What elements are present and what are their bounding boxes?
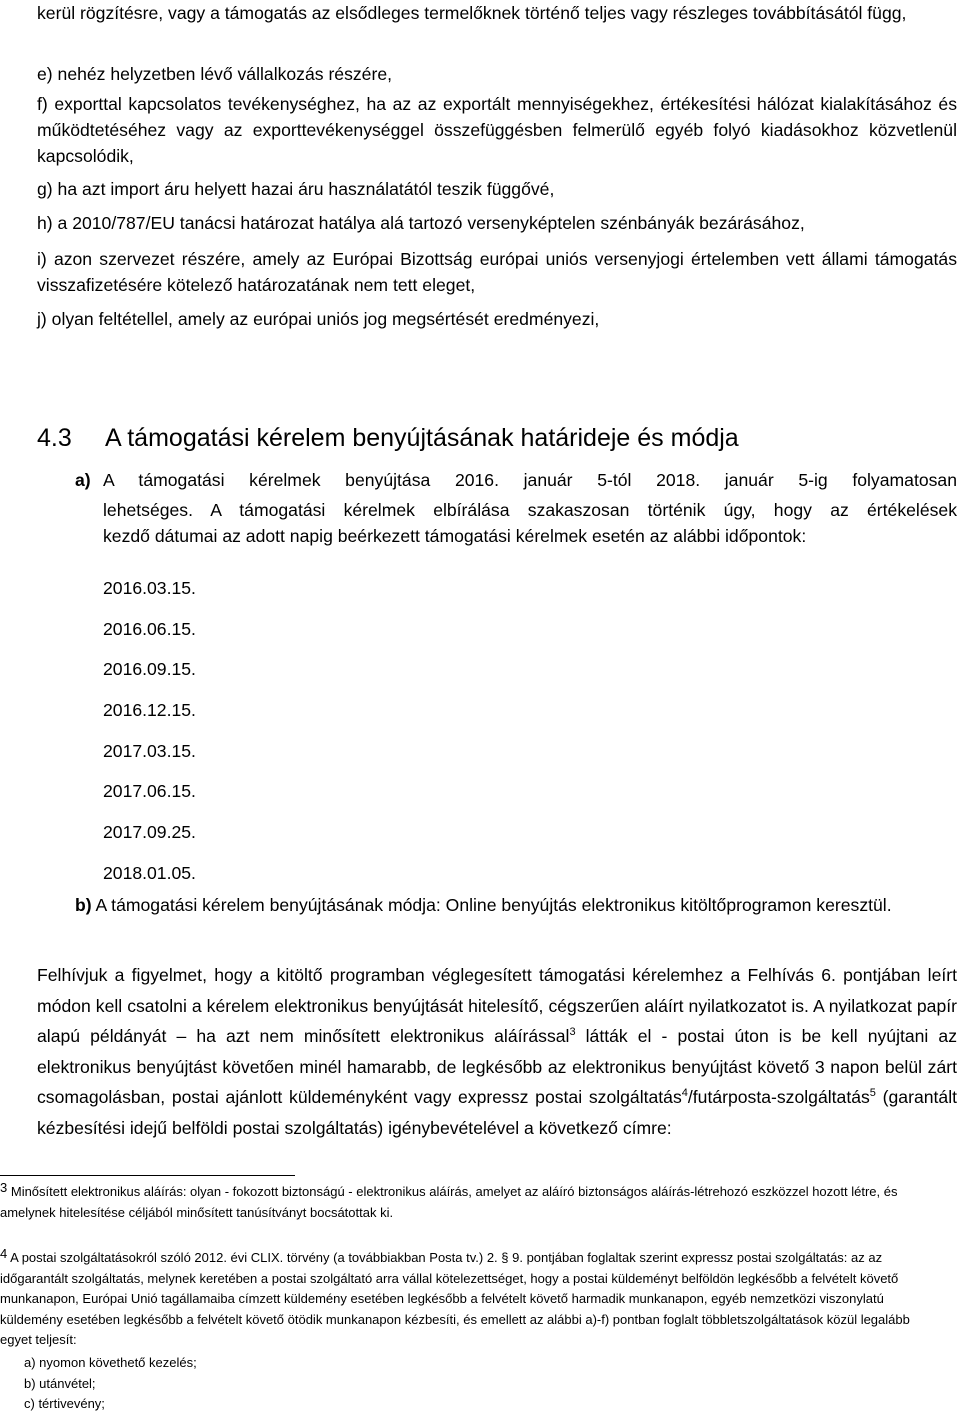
date-item: 2017.09.25. [103,822,196,843]
date-item: 2016.09.15. [103,659,196,680]
date-item: 2018.01.05. [103,862,196,883]
list-item-i: i) azon szervezet részére, amely az Európai Bizottság európai uniós versenyjogi értelemben vett állami támogatás visszafizetésére kötelező határozatának nem tett eleget, [37,249,957,295]
date-item: 2016.12.15. [103,700,196,721]
footnote-number: 4 [0,1246,8,1261]
part-a-line1 [75,467,957,493]
list-item-g: g) ha azt import áru helyett hazai áru használatától teszik függővé, [37,179,555,199]
section-heading [37,421,739,455]
footnote-4 [0,1248,935,1351]
section-number: 4.3 [37,424,72,452]
paragraph-part2: látták el - postai úton is be kell nyújtani az elektronikus benyújtást követően minél hamarabb, de legkésőbb az elektronikus benyújtást követő 3 napon belül zárt csomagolásban, postai ajánlott küldeményként vagy expressz postai szolgáltatás [37,1026,957,1107]
footnote-list-item: b) utánvétel; [24,1375,96,1391]
footnote-divider [0,1175,295,1176]
part-b-text: A támogatási kérelem benyújtásának módja: Online benyújtás elektronikus kitöltőprogramon keresztül. [95,895,892,915]
section-title: A támogatási kérelem benyújtásának határideje és módja [105,424,739,452]
footnote-text: Minősített elektronikus aláírás: olyan - fokozott biztonságú - elektronikus aláírás, amelyet az aláíró biztonságos aláírás-létrehozó eszközzel hozott létre, és amelynek hitelesítése céljából minősített tanúsítványt bocsátottak ki. [0,1184,898,1220]
list-item-h: h) a 2010/787/EU tanácsi határozat hatálya alá tartozó versenyképtelen szénbányák bezárásához, [37,213,805,233]
footnote-3 [0,1182,935,1223]
footnote-4-list [24,1353,197,1415]
list-item-j: j) olyan feltétellel, amely az európai uniós jog megsértését eredményezi, [37,309,600,329]
paragraph-part1: Felhívjuk a figyelmet, hogy a kitöltő programban véglegesített támogatási kérelemhez a Felhívás 6. pontjában leírt módon kell csatolni a kérelem elektronikus benyújtását hitelesítő, cégszerűen aláírt nyilatkozatot is. A nyilatkozat papír alapú példányát – ha azt nem minősített elektronikus aláírással [37,965,957,1046]
footnote-ref-5[interactable]: 5 [869,1087,876,1100]
paragraph-part4: (garantált kézbesítési idejű belföldi postai szolgáltatás) igénybevételével a következő címre: [37,1087,957,1138]
footnote-list-item: a) nyomon követhető kezelés; [24,1355,197,1370]
footnote-text: A postai szolgáltatásokról szóló 2012. évi CLIX. törvény (a továbbiakban Posta tv.) 2. § 9. pontjában foglaltak szerint expressz postai szolgáltatás: az az időgarantált szolgáltatás, melynek keretében a postai szolgáltató arra vállal kötelezettséget, hogy a postai küldeményt belföldön legkésőbb a felvételt követő munkanapon, Európai Unió tagállamaiba címzett küldemény esetében legkésőbb a felvételt követő harmadik munkanapon, egyéb nemzetközi viszonylatú küldemény esetében legkésőbb a felvételt követő ötödik munkanapon kézbesíti, és emellett az alábbi a)-f) pontban foglalt többletszolgáltatások közül legalább egyet teljesít: [0,1250,910,1347]
footnote-ref-3[interactable]: 3 [569,1026,576,1039]
date-item: 2016.06.15. [103,618,196,639]
part-a-line3: kezdő dátumai az adott napig beérkezett támogatási kérelmek esetén az alábbi időpontok: [103,526,807,546]
submission-paragraph [37,960,957,1143]
date-item: 2017.03.15. [103,740,196,761]
date-item: 2016.03.15. [103,578,196,598]
list-item-f: f) exporttal kapcsolatos tevékenységhez, ha az az exportált mennyiségekhez, értékesítési hálózat kialakításához és működtetéséhez vagy az exporttevékenységgel összefüggésben felmerülő egyéb folyó kiadásokhoz közvetlenül kapcsolódik, [37,94,957,166]
part-a-text1: A támogatási kérelmek benyújtása 2016. január 5-tól 2018. január 5-ig folyamatosan [103,470,957,490]
part-a-label: a) [75,470,91,490]
list-item-e: e) nehéz helyzetben lévő vállalkozás részére, [37,64,393,84]
footnote-ref-4[interactable]: 4 [681,1087,688,1100]
footnote-list-item: c) tértivevény; [24,1396,105,1411]
list-item-continuation: kerül rögzítésre, vagy a támogatás az elsődleges termelőknek történő teljes vagy részleges továbbításától függ, [37,3,907,23]
part-b [75,892,957,918]
date-list [103,568,196,894]
part-b-label: b) [75,895,92,915]
footnote-number: 3 [0,1180,8,1195]
date-item: 2017.06.15. [103,781,196,802]
paragraph-part3: /futárposta-szolgáltatás [687,1087,870,1107]
part-a-line2: lehetséges. A támogatási kérelmek elbírálása szakaszosan történik úgy, hogy az értékelések [103,500,957,520]
